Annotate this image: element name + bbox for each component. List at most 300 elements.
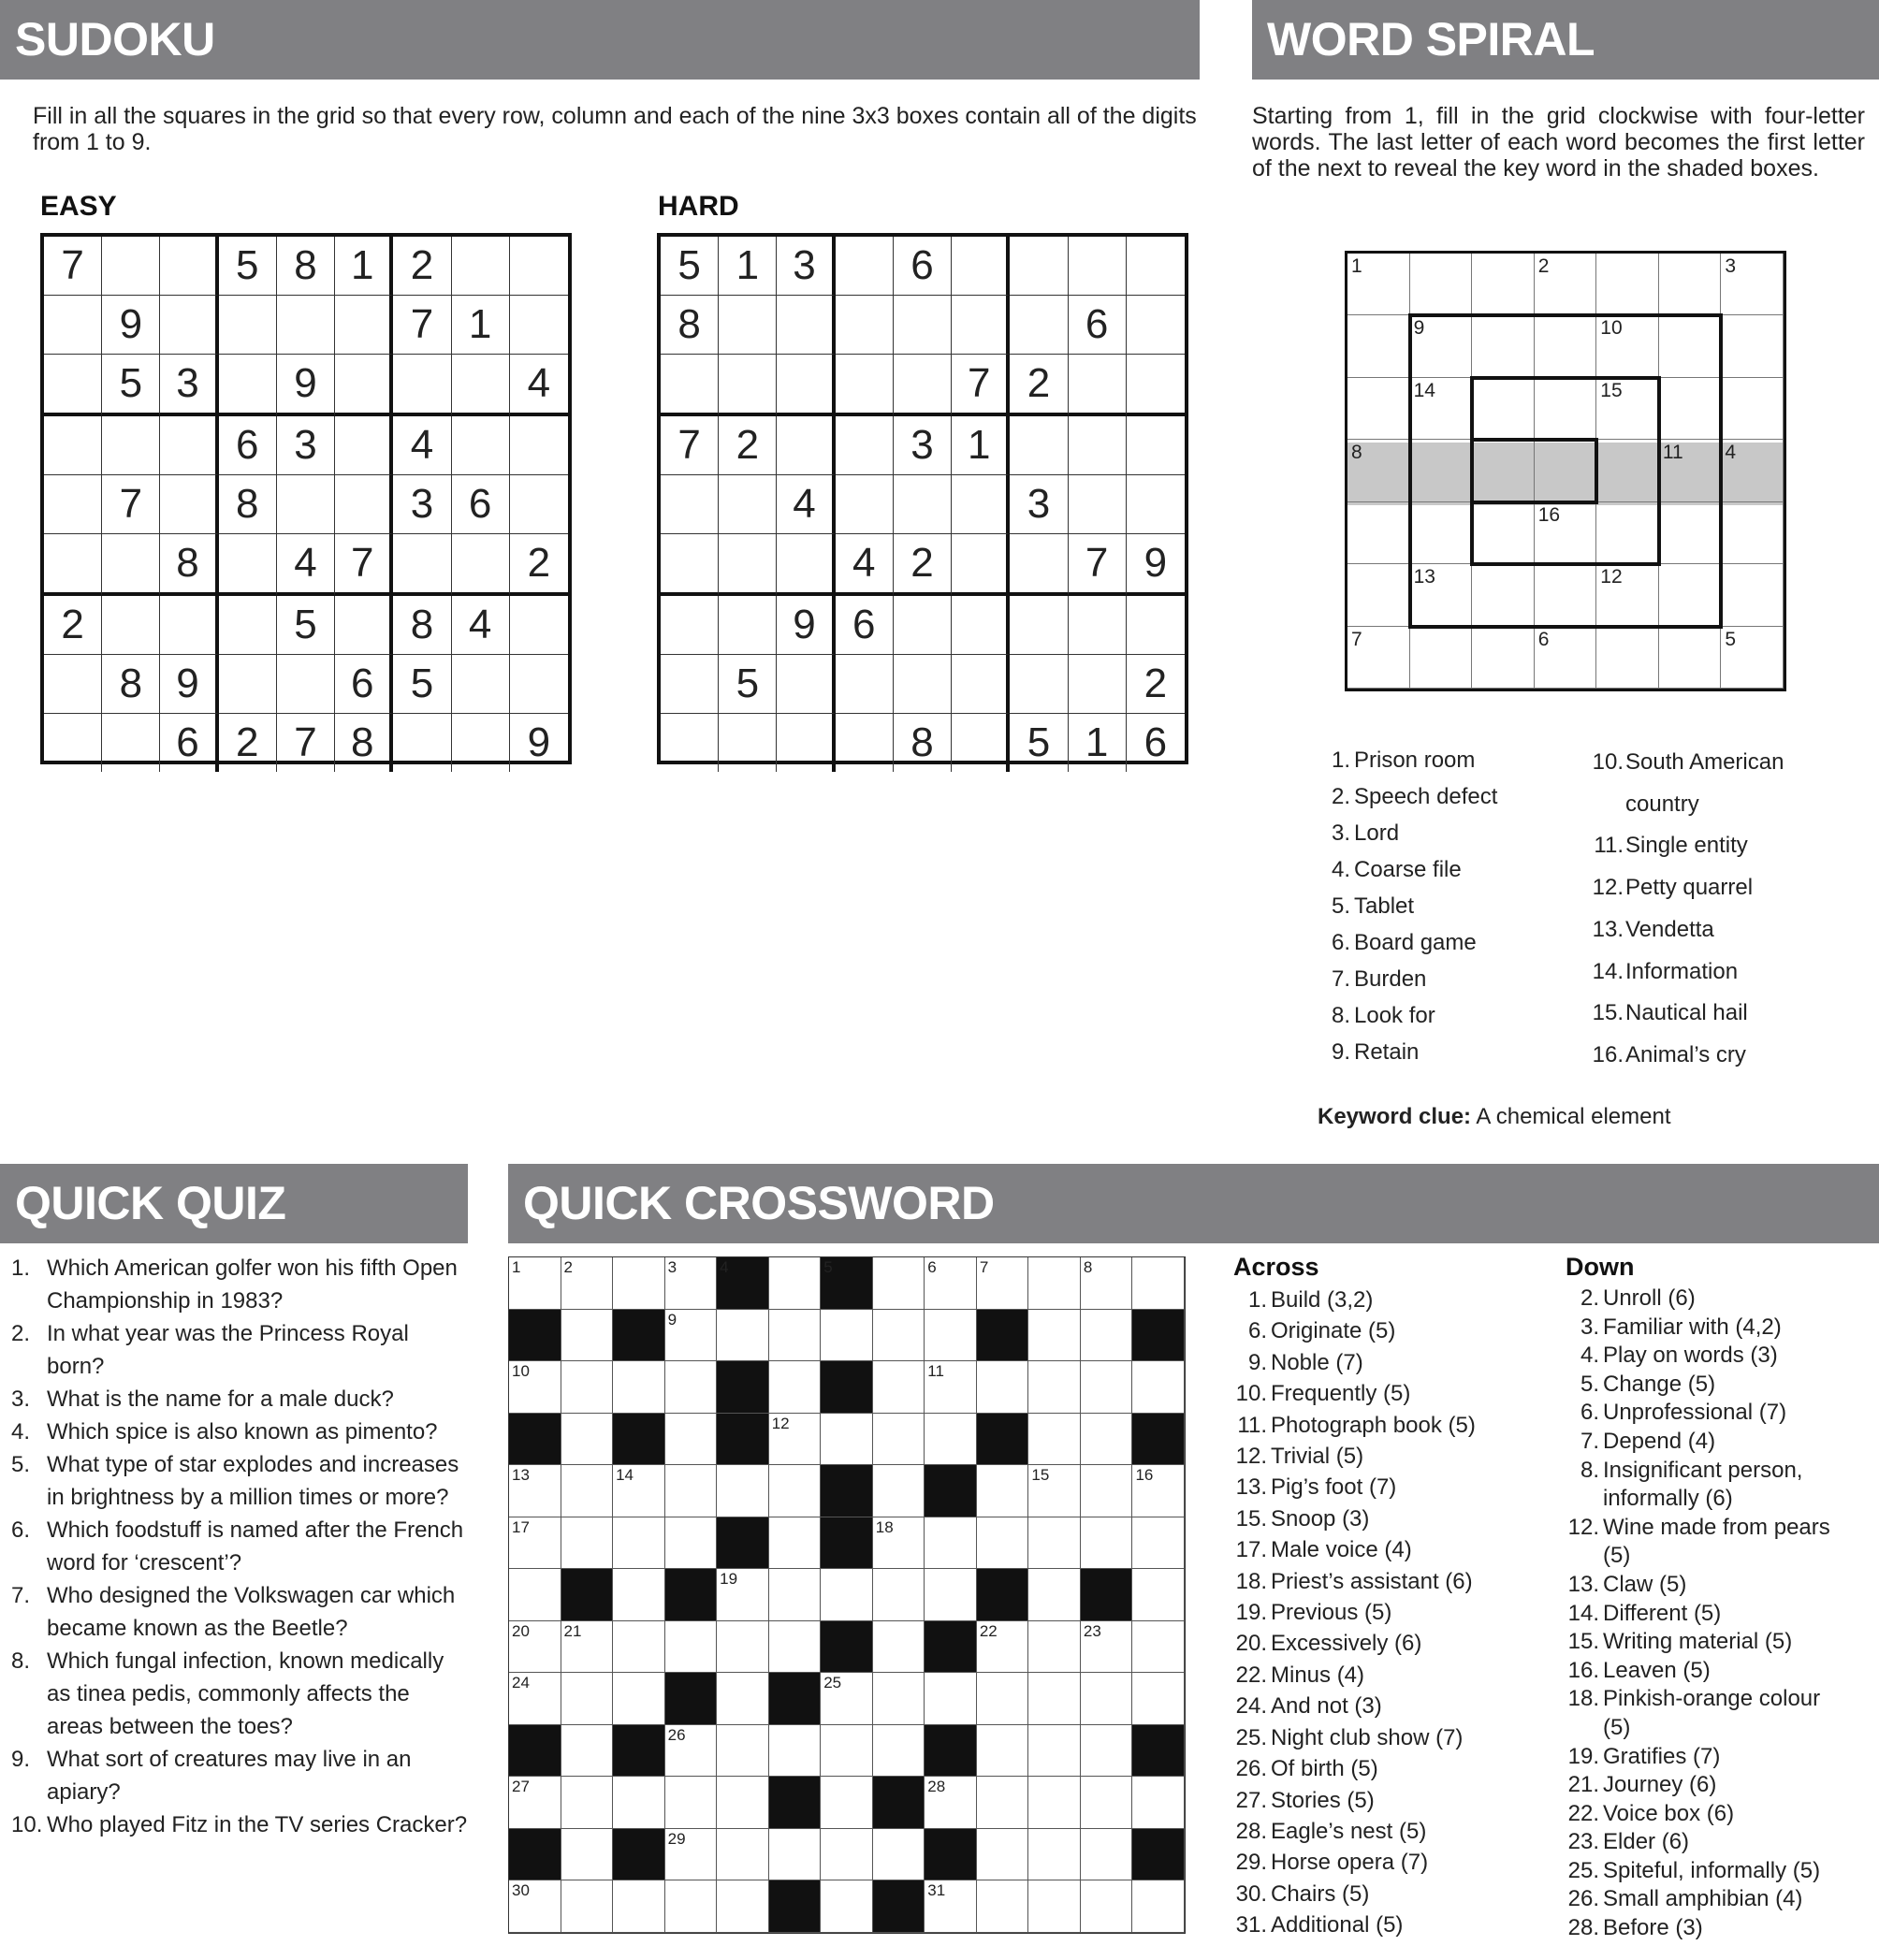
crossword-cell[interactable]: [1028, 1880, 1081, 1933]
spiral-cell[interactable]: [1472, 627, 1535, 689]
sudoku-cell[interactable]: [335, 416, 393, 475]
crossword-cell[interactable]: [873, 1673, 925, 1725]
crossword-cell[interactable]: [561, 1725, 614, 1778]
sudoku-cell[interactable]: [661, 475, 719, 534]
spiral-cell[interactable]: [1721, 378, 1784, 440]
sudoku-cell[interactable]: [510, 237, 568, 296]
sudoku-cell[interactable]: 7: [335, 534, 393, 596]
sudoku-cell[interactable]: 5: [1010, 714, 1068, 772]
sudoku-cell[interactable]: [1069, 355, 1127, 416]
sudoku-cell[interactable]: [452, 534, 510, 596]
sudoku-cell[interactable]: [510, 296, 568, 355]
crossword-cell[interactable]: [821, 1414, 873, 1466]
crossword-cell[interactable]: [717, 1829, 769, 1881]
sudoku-cell[interactable]: 3: [777, 237, 835, 296]
crossword-cell[interactable]: [665, 1777, 718, 1829]
crossword-cell[interactable]: [1028, 1414, 1081, 1466]
crossword-cell[interactable]: [769, 1517, 822, 1570]
sudoku-cell[interactable]: 9: [277, 355, 335, 416]
spiral-cell[interactable]: [1472, 254, 1535, 315]
sudoku-cell[interactable]: 6: [452, 475, 510, 534]
spiral-cell[interactable]: [1410, 627, 1473, 689]
sudoku-cell[interactable]: 7: [102, 475, 160, 534]
sudoku-cell[interactable]: [1010, 655, 1068, 714]
crossword-cell[interactable]: [977, 1880, 1029, 1933]
sudoku-cell[interactable]: [219, 296, 277, 355]
crossword-cell[interactable]: [613, 1621, 665, 1674]
sudoku-cell[interactable]: [719, 296, 777, 355]
sudoku-cell[interactable]: [160, 596, 218, 655]
crossword-cell[interactable]: [1081, 1777, 1133, 1829]
sudoku-cell[interactable]: [510, 655, 568, 714]
sudoku-cell[interactable]: 8: [160, 534, 218, 596]
crossword-cell[interactable]: [665, 1517, 718, 1570]
sudoku-cell[interactable]: [1069, 416, 1127, 475]
sudoku-cell[interactable]: [661, 534, 719, 596]
crossword-cell[interactable]: [561, 1777, 614, 1829]
crossword-cell[interactable]: [613, 1361, 665, 1414]
sudoku-cell[interactable]: [894, 596, 952, 655]
crossword-cell[interactable]: [1132, 1465, 1185, 1517]
sudoku-cell[interactable]: [102, 714, 160, 772]
sudoku-cell[interactable]: [510, 475, 568, 534]
crossword-cell[interactable]: [1081, 1257, 1133, 1310]
sudoku-cell[interactable]: 9: [527, 719, 551, 765]
crossword-cell[interactable]: [977, 1517, 1029, 1570]
crossword-cell[interactable]: [509, 1621, 561, 1674]
sudoku-cell[interactable]: [661, 714, 719, 772]
sudoku-cell[interactable]: 5: [219, 237, 277, 296]
crossword-cell[interactable]: [1081, 1517, 1133, 1570]
sudoku-cell[interactable]: [777, 355, 835, 416]
sudoku-cell[interactable]: [661, 596, 719, 655]
crossword-cell[interactable]: [977, 1829, 1029, 1881]
crossword-cell[interactable]: [613, 1517, 665, 1570]
crossword-cell[interactable]: [925, 1517, 977, 1570]
sudoku-cell[interactable]: [510, 416, 568, 475]
crossword-cell[interactable]: [873, 1361, 925, 1414]
crossword-cell[interactable]: [1081, 1725, 1133, 1778]
crossword-cell[interactable]: [1132, 1361, 1185, 1414]
sudoku-cell[interactable]: 5: [719, 655, 777, 714]
sudoku-cell[interactable]: [335, 355, 393, 416]
crossword-cell[interactable]: [613, 1880, 665, 1933]
crossword-cell[interactable]: [1081, 1310, 1133, 1362]
sudoku-cell[interactable]: 8: [894, 714, 952, 772]
sudoku-cell[interactable]: 8: [335, 714, 393, 772]
sudoku-cell[interactable]: [719, 534, 777, 596]
sudoku-cell[interactable]: 7: [277, 714, 335, 772]
crossword-cell[interactable]: [925, 1257, 977, 1310]
crossword-cell[interactable]: [821, 1880, 873, 1933]
sudoku-cell[interactable]: [102, 596, 160, 655]
crossword-cell[interactable]: [873, 1310, 925, 1362]
crossword-cell[interactable]: [1081, 1880, 1133, 1933]
sudoku-cell[interactable]: [160, 237, 218, 296]
crossword-cell[interactable]: [1028, 1673, 1081, 1725]
sudoku-cell[interactable]: [952, 655, 1010, 714]
sudoku-cell[interactable]: [1010, 296, 1068, 355]
sudoku-cell[interactable]: [277, 655, 335, 714]
crossword-cell[interactable]: [561, 1621, 614, 1674]
crossword-cell[interactable]: [561, 1414, 614, 1466]
sudoku-cell[interactable]: [44, 296, 102, 355]
spiral-cell[interactable]: [1721, 564, 1784, 626]
spiral-cell[interactable]: [1347, 315, 1410, 377]
crossword-cell[interactable]: [509, 1673, 561, 1725]
crossword-cell[interactable]: [873, 1517, 925, 1570]
sudoku-cell[interactable]: 8: [102, 655, 160, 714]
sudoku-cell[interactable]: [102, 416, 160, 475]
crossword-cell[interactable]: [1028, 1361, 1081, 1414]
spiral-cell[interactable]: [1596, 627, 1659, 689]
sudoku-cell[interactable]: 3: [894, 416, 952, 475]
sudoku-cell[interactable]: 3: [393, 475, 451, 534]
sudoku-cell[interactable]: 4: [777, 475, 835, 534]
crossword-cell[interactable]: [509, 1465, 561, 1517]
sudoku-cell[interactable]: 7: [1069, 534, 1127, 596]
sudoku-cell[interactable]: [1069, 655, 1127, 714]
sudoku-cell[interactable]: [952, 296, 1010, 355]
crossword-cell[interactable]: [873, 1257, 925, 1310]
crossword-cell[interactable]: [717, 1777, 769, 1829]
crossword-cell[interactable]: [1132, 1673, 1185, 1725]
crossword-cell[interactable]: [977, 1465, 1029, 1517]
spiral-cell[interactable]: [1410, 254, 1473, 315]
crossword-cell[interactable]: [717, 1569, 769, 1621]
crossword-cell[interactable]: [925, 1777, 977, 1829]
sudoku-cell[interactable]: 8: [393, 596, 451, 655]
crossword-cell[interactable]: [1028, 1517, 1081, 1570]
sudoku-cell[interactable]: 5: [102, 355, 160, 416]
sudoku-cell[interactable]: [719, 475, 777, 534]
sudoku-cell[interactable]: [44, 655, 102, 714]
crossword-cell[interactable]: [561, 1880, 614, 1933]
sudoku-cell[interactable]: 6: [219, 416, 277, 475]
sudoku-cell[interactable]: [952, 714, 1010, 772]
sudoku-cell[interactable]: 1: [1069, 714, 1127, 772]
crossword-cell[interactable]: [561, 1257, 614, 1310]
crossword-cell[interactable]: [821, 1725, 873, 1778]
sudoku-cell[interactable]: 1: [952, 416, 1010, 475]
crossword-cell[interactable]: [561, 1310, 614, 1362]
crossword-cell[interactable]: [561, 1361, 614, 1414]
crossword-cell[interactable]: [665, 1621, 718, 1674]
sudoku-cell[interactable]: [44, 416, 102, 475]
crossword-cell[interactable]: [1132, 1517, 1185, 1570]
sudoku-cell[interactable]: [894, 355, 952, 416]
crossword-cell[interactable]: [769, 1414, 822, 1466]
sudoku-cell[interactable]: 4: [393, 416, 451, 475]
sudoku-cell[interactable]: [661, 355, 719, 416]
crossword-cell[interactable]: [821, 1777, 873, 1829]
crossword-cell[interactable]: [561, 1517, 614, 1570]
sudoku-cell[interactable]: 2: [219, 714, 277, 772]
crossword-cell[interactable]: [665, 1310, 718, 1362]
crossword-cell[interactable]: [509, 1569, 561, 1621]
crossword-cell[interactable]: [1081, 1414, 1133, 1466]
crossword-cell[interactable]: [873, 1414, 925, 1466]
crossword-cell[interactable]: [821, 1829, 873, 1881]
sudoku-cell[interactable]: [160, 475, 218, 534]
spiral-cell[interactable]: [1596, 254, 1659, 315]
sudoku-cell[interactable]: 2: [894, 534, 952, 596]
sudoku-cell[interactable]: 5: [277, 596, 335, 655]
crossword-cell[interactable]: [665, 1829, 718, 1881]
crossword-cell[interactable]: [1132, 1621, 1185, 1674]
sudoku-cell[interactable]: 4: [510, 355, 568, 416]
crossword-cell[interactable]: [769, 1465, 822, 1517]
crossword-cell[interactable]: [769, 1569, 822, 1621]
sudoku-cell[interactable]: [836, 355, 894, 416]
crossword-cell[interactable]: [1028, 1829, 1081, 1881]
crossword-cell[interactable]: [1132, 1880, 1185, 1933]
sudoku-cell[interactable]: [452, 355, 510, 416]
sudoku-cell[interactable]: [335, 296, 393, 355]
sudoku-cell[interactable]: 6: [1143, 719, 1168, 765]
sudoku-cell[interactable]: [1127, 355, 1185, 416]
crossword-cell[interactable]: [717, 1621, 769, 1674]
crossword-cell[interactable]: [665, 1361, 718, 1414]
sudoku-cell[interactable]: [952, 534, 1010, 596]
sudoku-cell[interactable]: 7: [44, 237, 102, 296]
spiral-cell[interactable]: [1347, 502, 1410, 564]
crossword-cell[interactable]: [977, 1777, 1029, 1829]
sudoku-cell[interactable]: [44, 475, 102, 534]
sudoku-cell[interactable]: 6: [1069, 296, 1127, 355]
sudoku-cell[interactable]: [777, 714, 835, 772]
sudoku-cell[interactable]: 6: [335, 655, 393, 714]
sudoku-cell[interactable]: [277, 475, 335, 534]
sudoku-cell[interactable]: [1127, 475, 1185, 534]
sudoku-cell[interactable]: [836, 296, 894, 355]
sudoku-cell[interactable]: [836, 714, 894, 772]
crossword-cell[interactable]: [977, 1725, 1029, 1778]
crossword-cell[interactable]: [665, 1465, 718, 1517]
crossword-cell[interactable]: [717, 1465, 769, 1517]
sudoku-cell[interactable]: 4: [836, 534, 894, 596]
sudoku-cell[interactable]: [836, 237, 894, 296]
sudoku-cell[interactable]: 2: [1010, 355, 1068, 416]
crossword-cell[interactable]: [821, 1569, 873, 1621]
crossword-cell[interactable]: [769, 1257, 822, 1310]
sudoku-cell[interactable]: [393, 355, 451, 416]
crossword-cell[interactable]: [509, 1361, 561, 1414]
crossword-cell[interactable]: [1081, 1361, 1133, 1414]
sudoku-cell[interactable]: [452, 714, 510, 772]
crossword-cell[interactable]: [717, 1673, 769, 1725]
spiral-cell[interactable]: [1659, 627, 1722, 689]
sudoku-cell[interactable]: [102, 534, 160, 596]
sudoku-cell[interactable]: [894, 296, 952, 355]
sudoku-cell[interactable]: [952, 237, 1010, 296]
crossword-cell[interactable]: [873, 1465, 925, 1517]
sudoku-cell[interactable]: [1069, 237, 1127, 296]
crossword-cell[interactable]: [925, 1310, 977, 1362]
sudoku-cell[interactable]: 9: [1127, 534, 1185, 596]
sudoku-cell[interactable]: [452, 655, 510, 714]
crossword-cell[interactable]: [873, 1829, 925, 1881]
crossword-cell[interactable]: [977, 1361, 1029, 1414]
sudoku-cell[interactable]: 2: [393, 237, 451, 296]
sudoku-cell[interactable]: [452, 416, 510, 475]
sudoku-cell[interactable]: 8: [277, 237, 335, 296]
sudoku-cell[interactable]: [335, 475, 393, 534]
sudoku-cell[interactable]: 2: [44, 596, 102, 655]
sudoku-cell[interactable]: [44, 534, 102, 596]
crossword-cell[interactable]: [1132, 1257, 1185, 1310]
sudoku-cell[interactable]: 3: [1010, 475, 1068, 534]
spiral-cell[interactable]: [1721, 315, 1784, 377]
crossword-cell[interactable]: [977, 1257, 1029, 1310]
crossword-cell[interactable]: [769, 1361, 822, 1414]
crossword-cell[interactable]: [977, 1673, 1029, 1725]
sudoku-cell[interactable]: 1: [335, 237, 393, 296]
sudoku-cell[interactable]: 2: [510, 534, 568, 596]
sudoku-cell[interactable]: [952, 596, 1010, 655]
crossword-cell[interactable]: [769, 1621, 822, 1674]
sudoku-cell[interactable]: 5: [661, 237, 719, 296]
sudoku-cell[interactable]: [1127, 416, 1185, 475]
sudoku-cell[interactable]: 5: [393, 655, 451, 714]
sudoku-cell[interactable]: [1010, 237, 1068, 296]
sudoku-cell[interactable]: [44, 355, 102, 416]
crossword-cell[interactable]: [873, 1569, 925, 1621]
sudoku-cell[interactable]: [1069, 475, 1127, 534]
crossword-cell[interactable]: [873, 1725, 925, 1778]
sudoku-cell[interactable]: [1127, 237, 1185, 296]
crossword-cell[interactable]: [613, 1673, 665, 1725]
crossword-cell[interactable]: [509, 1517, 561, 1570]
crossword-cell[interactable]: [613, 1569, 665, 1621]
crossword-cell[interactable]: [873, 1621, 925, 1674]
crossword-cell[interactable]: [717, 1880, 769, 1933]
sudoku-cell[interactable]: [219, 596, 277, 655]
sudoku-cell[interactable]: [219, 355, 277, 416]
sudoku-cell[interactable]: [777, 296, 835, 355]
crossword-cell[interactable]: [1028, 1465, 1081, 1517]
crossword-cell[interactable]: [717, 1725, 769, 1778]
sudoku-cell[interactable]: 3: [277, 416, 335, 475]
crossword-cell[interactable]: [561, 1673, 614, 1725]
sudoku-cell[interactable]: 8: [219, 475, 277, 534]
sudoku-cell[interactable]: 9: [160, 655, 218, 714]
crossword-cell[interactable]: [1028, 1310, 1081, 1362]
sudoku-cell[interactable]: [393, 534, 451, 596]
crossword-cell[interactable]: [1028, 1569, 1081, 1621]
sudoku-cell[interactable]: [836, 655, 894, 714]
crossword-cell[interactable]: [665, 1725, 718, 1778]
sudoku-cell[interactable]: [44, 714, 102, 772]
sudoku-cell[interactable]: 7: [661, 416, 719, 475]
sudoku-cell[interactable]: [661, 655, 719, 714]
sudoku-cell[interactable]: [836, 416, 894, 475]
sudoku-cell[interactable]: 6: [894, 237, 952, 296]
sudoku-cell[interactable]: [894, 475, 952, 534]
spiral-cell[interactable]: [1721, 502, 1784, 564]
sudoku-cell[interactable]: 1: [452, 296, 510, 355]
crossword-cell[interactable]: [821, 1310, 873, 1362]
spiral-cell[interactable]: [1347, 564, 1410, 626]
sudoku-cell[interactable]: [219, 534, 277, 596]
sudoku-cell[interactable]: [777, 416, 835, 475]
sudoku-cell[interactable]: 3: [160, 355, 218, 416]
sudoku-cell[interactable]: [160, 416, 218, 475]
spiral-cell[interactable]: [1347, 378, 1410, 440]
crossword-cell[interactable]: [925, 1361, 977, 1414]
crossword-cell[interactable]: [1081, 1829, 1133, 1881]
crossword-cell[interactable]: [925, 1414, 977, 1466]
crossword-cell[interactable]: [1081, 1465, 1133, 1517]
crossword-cell[interactable]: [665, 1880, 718, 1933]
crossword-cell[interactable]: [1028, 1257, 1081, 1310]
sudoku-cell[interactable]: 1: [719, 237, 777, 296]
sudoku-cell[interactable]: 9: [777, 596, 835, 655]
sudoku-cell[interactable]: 4: [452, 596, 510, 655]
crossword-cell[interactable]: [1081, 1621, 1133, 1674]
sudoku-cell[interactable]: [393, 714, 451, 772]
sudoku-cell[interactable]: [335, 596, 393, 655]
sudoku-cell[interactable]: 6: [160, 714, 218, 772]
crossword-cell[interactable]: [925, 1673, 977, 1725]
sudoku-cell[interactable]: [1010, 416, 1068, 475]
crossword-cell[interactable]: [509, 1257, 561, 1310]
sudoku-cell[interactable]: [894, 655, 952, 714]
sudoku-cell[interactable]: [1010, 534, 1068, 596]
sudoku-cell[interactable]: [719, 714, 777, 772]
sudoku-cell[interactable]: [836, 475, 894, 534]
crossword-cell[interactable]: [613, 1465, 665, 1517]
sudoku-cell[interactable]: 6: [836, 596, 894, 655]
sudoku-cell[interactable]: [719, 596, 777, 655]
sudoku-cell[interactable]: [777, 534, 835, 596]
crossword-cell[interactable]: [613, 1257, 665, 1310]
sudoku-cell[interactable]: [219, 655, 277, 714]
sudoku-cell[interactable]: 7: [952, 355, 1010, 416]
crossword-cell[interactable]: [769, 1310, 822, 1362]
crossword-cell[interactable]: [509, 1880, 561, 1933]
sudoku-cell[interactable]: [1069, 596, 1127, 655]
crossword-cell[interactable]: [1132, 1777, 1185, 1829]
crossword-cell[interactable]: [613, 1777, 665, 1829]
sudoku-cell[interactable]: 9: [102, 296, 160, 355]
sudoku-cell[interactable]: 4: [277, 534, 335, 596]
sudoku-cell[interactable]: 8: [661, 296, 719, 355]
crossword-cell[interactable]: [561, 1829, 614, 1881]
crossword-cell[interactable]: [509, 1777, 561, 1829]
sudoku-cell[interactable]: [1010, 596, 1068, 655]
sudoku-cell[interactable]: [1127, 596, 1185, 655]
crossword-cell[interactable]: [1028, 1725, 1081, 1778]
sudoku-cell[interactable]: [777, 655, 835, 714]
sudoku-cell[interactable]: 7: [393, 296, 451, 355]
crossword-cell[interactable]: [769, 1725, 822, 1778]
crossword-cell[interactable]: [665, 1257, 718, 1310]
crossword-cell[interactable]: [925, 1880, 977, 1933]
sudoku-cell[interactable]: [719, 355, 777, 416]
crossword-cell[interactable]: [1028, 1621, 1081, 1674]
sudoku-cell[interactable]: [160, 296, 218, 355]
crossword-cell[interactable]: [717, 1310, 769, 1362]
crossword-cell[interactable]: [561, 1465, 614, 1517]
crossword-cell[interactable]: [977, 1621, 1029, 1674]
sudoku-cell[interactable]: 2: [719, 416, 777, 475]
sudoku-cell[interactable]: [102, 237, 160, 296]
sudoku-cell[interactable]: 2: [1127, 655, 1185, 714]
sudoku-cell[interactable]: [510, 596, 568, 655]
crossword-cell[interactable]: [1028, 1777, 1081, 1829]
crossword-cell[interactable]: [1132, 1569, 1185, 1621]
